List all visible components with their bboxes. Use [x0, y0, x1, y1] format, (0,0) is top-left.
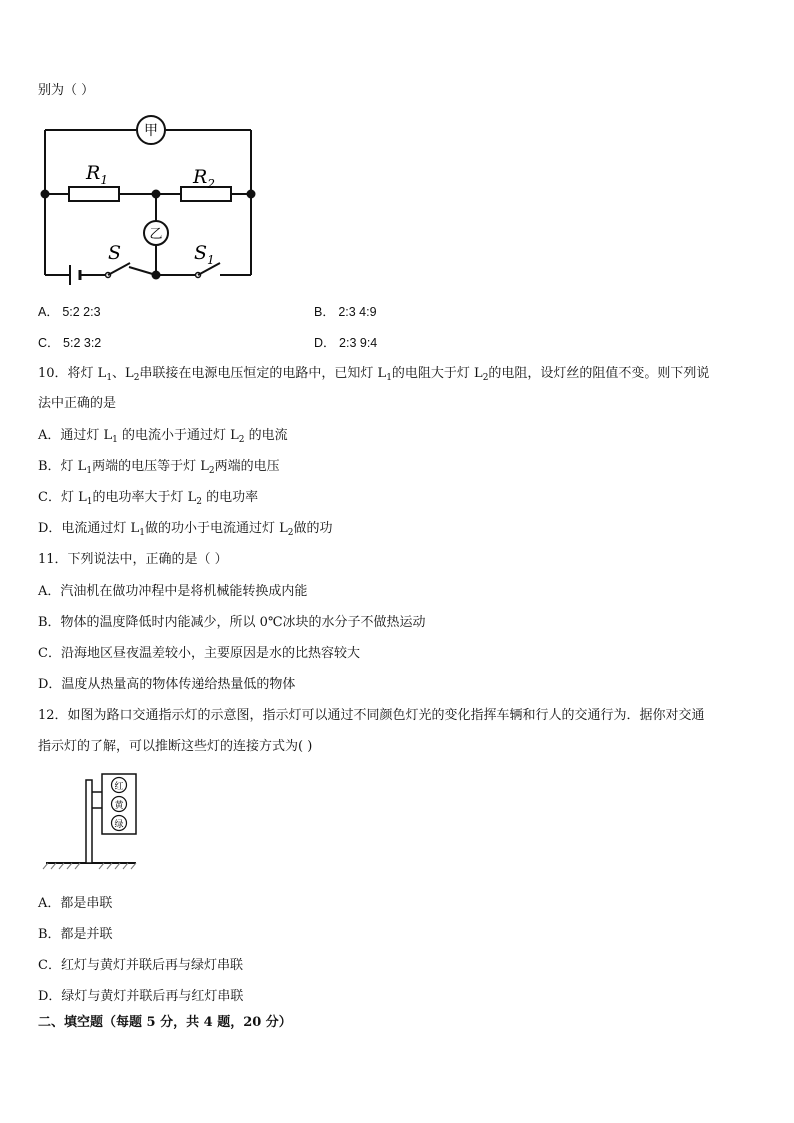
q10-option-a: A．通过灯 $L_1$ 的电流小于通过灯 $L_2$ 的电流 [38, 428, 288, 445]
resistor-r1-icon [69, 187, 119, 201]
switch-s-icon [106, 263, 131, 278]
q10-stem-line2: 法中正确的是 [38, 396, 117, 411]
battery-icon [70, 265, 80, 285]
q11-option-c: C．沿海地区昼夜温差较小，主要原因是水的比热容较大 [38, 646, 360, 661]
traffic-light-pole [86, 780, 92, 863]
switch-s-label: S [108, 242, 122, 264]
q9-stem-tail: 别为（ ） [38, 83, 95, 98]
q10-option-d: D．电流通过灯 $L_1$做的功小于电流通过灯 $L_2$做的功 [38, 521, 333, 538]
q10-stem-line1: 10．将灯 $L_1$、$L_2$串联接在电源电压恒定的电路中，已知灯 $L_1$的电阻大于灯 $L_2$的电阻，设灯丝的阻值不变。则下列说 [38, 366, 710, 383]
q9-option-a: A． 5:2 2:3 [38, 305, 101, 319]
q12-traffic-light-diagram [38, 768, 148, 872]
section-2-heading: 二、填空题（每题 5 分，共 4 题，20 分） [38, 1015, 292, 1030]
red-light-label: 红 [114, 782, 124, 792]
switch-s1-label: $S_1$ [194, 242, 215, 267]
q11-option-b: B．物体的温度降低时内能减少，所以 0℃冰块的水分子不做热运动 [38, 615, 426, 630]
q9-option-c: C． 5:2 3:2 [38, 336, 102, 350]
q12-option-b: B．都是并联 [38, 927, 113, 942]
meter-yi-label: 乙 [149, 227, 163, 242]
q12-option-d: D．绿灯与黄灯并联后再与红灯串联 [38, 989, 244, 1004]
q9-circuit-diagram [36, 112, 266, 288]
q12-option-c: C．红灯与黄灯并联后再与绿灯串联 [38, 958, 243, 973]
green-light-label: 绿 [114, 820, 124, 830]
q11-option-d: D．温度从热量高的物体传递给热量低的物体 [38, 677, 296, 692]
meter-jia-label: 甲 [144, 123, 158, 139]
yellow-light-label: 黄 [114, 801, 124, 811]
q12-stem-line2: 指示灯的了解，可以推断这些灯的连接方式为( ) [38, 739, 313, 754]
q10-option-c: C．灯 $L_1$的电功率大于灯 $L_2$ 的电功率 [38, 490, 259, 507]
q9-option-d: D． 2:3 9:4 [314, 336, 378, 350]
q9-option-b: B． 2:3 4:9 [314, 305, 377, 319]
q11-stem: 11．下列说法中，正确的是（ ） [38, 552, 228, 567]
q12-stem-line1: 12．如图为路口交通指示灯的示意图，指示灯可以通过不同颜色灯光的变化指挥车辆和行人的交通行为．据你对交通 [38, 708, 705, 723]
resistor-r2-icon [181, 187, 231, 201]
q12-option-a: A．都是串联 [38, 896, 113, 911]
q10-option-b: B．灯 $L_1$两端的电压等于灯 $L_2$两端的电压 [38, 459, 280, 476]
r1-label: $R_1$ [86, 162, 108, 187]
r2-label: $R_2$ [193, 166, 215, 191]
q11-option-a: A．汽油机在做功冲程中是将机械能转换成内能 [38, 584, 308, 599]
